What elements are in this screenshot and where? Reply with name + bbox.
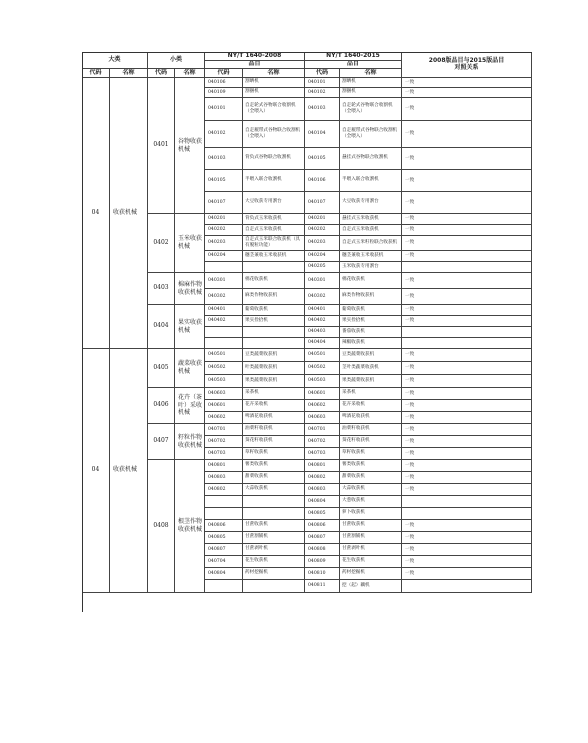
new-name: 甘蔗割铺机 [340, 532, 402, 544]
relation-value: 一致 [402, 214, 532, 225]
relation-value: 一致 [402, 484, 532, 496]
relation-value: 一致 [402, 520, 532, 532]
relation-value: 一致 [402, 388, 532, 400]
relation-value: 一致 [402, 362, 532, 375]
relation-value [402, 262, 532, 273]
old-name: 甜菜收获机 [243, 472, 305, 484]
old-name: 半喂入联合收割机 [243, 170, 305, 192]
new-name: 大豆收获专用割台 [340, 192, 402, 214]
old-code [205, 508, 243, 520]
old-code: 040802 [205, 484, 243, 496]
new-code: 040802 [305, 472, 340, 484]
header-old-code: 代码 [205, 69, 243, 78]
old-name [243, 338, 305, 349]
new-code: 040810 [305, 568, 340, 580]
old-code: 040103 [205, 148, 243, 170]
old-code: 040601 [205, 400, 243, 412]
new-code: 040202 [305, 225, 340, 236]
subcat-code: 0408 [148, 460, 175, 593]
relation-value: 一致 [402, 349, 532, 362]
header-xiaolei: 小类 [148, 52, 205, 69]
old-code: 040101 [205, 98, 243, 121]
old-code: 040109 [205, 88, 243, 98]
new-name: 果类蔬菜收获机 [340, 375, 402, 388]
relation-value: 一致 [402, 448, 532, 460]
old-name: 自走轮式谷物联合收割机（全喂入） [243, 98, 305, 121]
new-code: 040702 [305, 436, 340, 448]
new-code: 040807 [305, 532, 340, 544]
new-code: 040402 [305, 316, 340, 327]
new-name: 穗茎兼收玉米收获机 [340, 251, 402, 262]
new-code: 040805 [305, 508, 340, 520]
new-name: 葡萄收获机 [340, 305, 402, 316]
old-name: 药材挖掘机 [243, 568, 305, 580]
relation-value: 一致 [402, 236, 532, 251]
new-code: 040401 [305, 305, 340, 316]
subcat-code: 0404 [148, 305, 175, 349]
new-code: 040806 [305, 520, 340, 532]
relation-value: 一致 [402, 289, 532, 305]
new-code: 040203 [305, 236, 340, 251]
header-new-code: 代码 [305, 69, 340, 78]
new-name: 自走式玉米收获机 [340, 225, 402, 236]
relation-value: 一致 [402, 375, 532, 388]
new-code: 040811 [305, 580, 340, 593]
old-name: 葡萄收获机 [243, 305, 305, 316]
header-dalei-name: 名称 [110, 69, 148, 78]
new-name: 割晒机 [340, 78, 402, 88]
old-name: 花生收获机 [243, 556, 305, 568]
subcat-code: 0406 [148, 388, 175, 424]
new-name: 豆类蔬菜收获机 [340, 349, 402, 362]
old-name: 割捆机 [243, 88, 305, 98]
new-name: 自走履带式谷物联合收割机（全喂入） [340, 121, 402, 148]
new-code: 040101 [305, 78, 340, 88]
old-code [205, 327, 243, 338]
old-name: 自走式玉米联合收获机（具有脱粒功能） [243, 236, 305, 251]
old-code: 040107 [205, 192, 243, 214]
old-code: 040702 [205, 436, 243, 448]
relation-value: 一致 [402, 98, 532, 121]
new-name: 采茶机 [340, 388, 402, 400]
new-name: 甘蔗收获机 [340, 520, 402, 532]
subcat-code: 0407 [148, 424, 175, 460]
group-code: 04 [82, 78, 110, 349]
new-name: 自走轮式谷物联合收割机（全喂入） [340, 98, 402, 121]
old-name: 割晒机 [243, 78, 305, 88]
new-code: 040502 [305, 362, 340, 375]
old-code: 040402 [205, 316, 243, 327]
old-code: 040302 [205, 289, 243, 305]
new-name: 挖（起）藕机 [340, 580, 402, 593]
new-code: 040404 [305, 338, 340, 349]
relation-value [402, 496, 532, 508]
header-new-standard: NY/T 1640-2015 [305, 52, 402, 61]
relation-value: 一致 [402, 273, 532, 289]
relation-value: 一致 [402, 460, 532, 472]
new-name: 草籽收获机 [340, 448, 402, 460]
old-name: 豆类蔬菜收获机 [243, 349, 305, 362]
old-code: 040805 [205, 532, 243, 544]
old-name: 大蒜收获机 [243, 484, 305, 496]
new-code: 040103 [305, 98, 340, 121]
new-code: 040301 [305, 273, 340, 289]
header-dalei-code: 代码 [82, 69, 110, 78]
header-new-pinmu: 品目 [305, 61, 402, 69]
new-name: 大蒜收获机 [340, 484, 402, 496]
old-name: 甘蔗割铺机 [243, 532, 305, 544]
new-name: 薯类收获机 [340, 460, 402, 472]
old-code [205, 338, 243, 349]
relation-value: 一致 [402, 568, 532, 580]
old-code: 040603 [205, 388, 243, 400]
new-name: 悬挂式谷物联合收割机 [340, 148, 402, 170]
new-code: 040107 [305, 192, 340, 214]
old-name: 甘蔗剥叶机 [243, 544, 305, 556]
header-old-name: 名称 [243, 69, 305, 78]
relation-value: 一致 [402, 316, 532, 327]
old-name: 葵花籽收获机 [243, 436, 305, 448]
old-code: 040502 [205, 362, 243, 375]
subcat-name: 根茎作物收获机械 [175, 460, 205, 593]
new-code: 040403 [305, 327, 340, 338]
old-name: 草籽收获机 [243, 448, 305, 460]
old-name: 果类蔬菜收获机 [243, 375, 305, 388]
header-relation-line-2: 对照关系 [454, 63, 479, 71]
old-code: 040301 [205, 273, 243, 289]
old-code: 040105 [205, 170, 243, 192]
relation-value: 一致 [402, 78, 532, 88]
new-code: 040809 [305, 556, 340, 568]
old-code: 040102 [205, 121, 243, 148]
old-name: 花卉采收机 [243, 400, 305, 412]
new-code: 040104 [305, 121, 340, 148]
new-code: 040102 [305, 88, 340, 98]
new-name: 茎叶类蔬菜收获机 [340, 362, 402, 375]
relation-value: 一致 [402, 121, 532, 148]
old-code: 040807 [205, 544, 243, 556]
old-name: 薯类收获机 [243, 460, 305, 472]
subcat-name: 棉麻作物收获机械 [175, 273, 205, 305]
relation-value: 一致 [402, 544, 532, 556]
relation-value: 一致 [402, 148, 532, 170]
old-code: 040503 [205, 375, 243, 388]
header-old-pinmu: 品目 [205, 61, 305, 69]
new-name: 棉花收获机 [340, 273, 402, 289]
old-code: 040806 [205, 520, 243, 532]
new-code: 040804 [305, 496, 340, 508]
old-name [243, 496, 305, 508]
new-name: 油菜籽收获机 [340, 424, 402, 436]
new-name: 自走式玉米籽粒联合收获机 [340, 236, 402, 251]
subcat-code: 0402 [148, 214, 175, 273]
old-name: 啤酒花收获机 [243, 412, 305, 424]
old-code [205, 580, 243, 593]
old-code [205, 496, 243, 508]
old-name [243, 508, 305, 520]
new-code: 040601 [305, 388, 340, 400]
new-code: 040503 [305, 375, 340, 388]
old-code: 040804 [205, 568, 243, 580]
new-name: 辣椒收获机 [340, 338, 402, 349]
old-name: 自走履带式谷物联合收割机（全喂入） [243, 121, 305, 148]
subcat-name: 果实收获机械 [175, 305, 205, 349]
new-name: 甘蔗剥叶机 [340, 544, 402, 556]
subcat-code: 0401 [148, 78, 175, 214]
new-name: 药材挖掘机 [340, 568, 402, 580]
old-code: 040501 [205, 349, 243, 362]
old-name: 甘蔗收获机 [243, 520, 305, 532]
new-code: 040603 [305, 412, 340, 424]
subcat-name: 籽粒作物收获机械 [175, 424, 205, 460]
subcat-code: 0403 [148, 273, 175, 305]
old-code: 040202 [205, 225, 243, 236]
header-dalei: 大类 [82, 52, 148, 69]
relation-value: 一致 [402, 472, 532, 484]
header-relation [402, 52, 532, 78]
new-name: 割捆机 [340, 88, 402, 98]
old-name: 果实捡拾机 [243, 316, 305, 327]
header-old-standard: NY/T 1640-2008 [205, 52, 305, 61]
header-new-name: 名称 [340, 69, 402, 78]
group-name: 收获机械 [110, 349, 148, 593]
new-code: 040105 [305, 148, 340, 170]
old-code: 040602 [205, 412, 243, 424]
new-code: 040701 [305, 424, 340, 436]
new-code: 040801 [305, 460, 340, 472]
new-name: 番茄收获机 [340, 327, 402, 338]
new-name: 花生收获机 [340, 556, 402, 568]
old-name: 背负式谷物联合收割机 [243, 148, 305, 170]
old-name: 采茶机 [243, 388, 305, 400]
new-name: 悬挂式玉米收获机 [340, 214, 402, 225]
old-code: 040204 [205, 251, 243, 262]
new-name: 大葱收获机 [340, 496, 402, 508]
relation-value: 一致 [402, 412, 532, 424]
subcat-name: 谷物收获机械 [175, 78, 205, 214]
old-name: 自走式玉米收获机 [243, 225, 305, 236]
old-code: 040201 [205, 214, 243, 225]
relation-value: 一致 [402, 436, 532, 448]
old-code: 040803 [205, 472, 243, 484]
new-code: 040501 [305, 349, 340, 362]
relation-value [402, 327, 532, 338]
new-code: 040201 [305, 214, 340, 225]
new-code: 040703 [305, 448, 340, 460]
new-code: 040106 [305, 170, 340, 192]
old-name [243, 580, 305, 593]
old-code: 040704 [205, 556, 243, 568]
relation-value: 一致 [402, 556, 532, 568]
subcat-name: 花卉（茶叶）采收机械 [175, 388, 205, 424]
relation-value [402, 338, 532, 349]
relation-value [402, 508, 532, 520]
new-name: 果实捡拾机 [340, 316, 402, 327]
new-code: 040302 [305, 289, 340, 305]
comparison-table [82, 52, 532, 612]
new-name: 半喂入联合收割机 [340, 170, 402, 192]
header-xiaolei-name: 名称 [175, 69, 205, 78]
subcat-code: 0405 [148, 349, 175, 388]
old-name: 麻类作物收获机 [243, 289, 305, 305]
new-code: 040808 [305, 544, 340, 556]
new-name: 葵花籽收获机 [340, 436, 402, 448]
relation-value: 一致 [402, 192, 532, 214]
relation-value: 一致 [402, 88, 532, 98]
group-code: 04 [82, 349, 110, 593]
old-name: 叶类蔬菜收获机 [243, 362, 305, 375]
subcat-name: 玉米收获机械 [175, 214, 205, 273]
old-name: 背负式玉米收获机 [243, 214, 305, 225]
old-code: 040401 [205, 305, 243, 316]
new-name: 啤酒花收获机 [340, 412, 402, 424]
new-code: 040204 [305, 251, 340, 262]
old-name [243, 262, 305, 273]
new-name: 甜菜收获机 [340, 472, 402, 484]
old-name: 大豆收获专用割台 [243, 192, 305, 214]
old-name: 油菜籽收获机 [243, 424, 305, 436]
old-name: 穗茎兼收玉米收获机 [243, 251, 305, 262]
new-name: 玉米收获专用割台 [340, 262, 402, 273]
header-relation-line-1: 2008版品目与2015版品目 [428, 56, 505, 64]
old-code: 040106 [205, 78, 243, 88]
relation-value: 一致 [402, 225, 532, 236]
new-name: 花卉采收机 [340, 400, 402, 412]
old-code: 040701 [205, 424, 243, 436]
relation-value: 一致 [402, 532, 532, 544]
group-name: 收获机械 [110, 78, 148, 349]
old-code: 040203 [205, 236, 243, 251]
new-name: 萝卜收获机 [340, 508, 402, 520]
old-name [243, 327, 305, 338]
new-code: 040803 [305, 484, 340, 496]
relation-value: 一致 [402, 305, 532, 316]
relation-value: 一致 [402, 170, 532, 192]
relation-value: 一致 [402, 424, 532, 436]
relation-value: 一致 [402, 400, 532, 412]
subcat-name: 蔬菜收获机械 [175, 349, 205, 388]
old-code [205, 262, 243, 273]
old-name: 棉花收获机 [243, 273, 305, 289]
relation-value [402, 580, 532, 593]
new-name: 麻类作物收获机 [340, 289, 402, 305]
old-code: 040703 [205, 448, 243, 460]
relation-value: 一致 [402, 251, 532, 262]
old-code: 040801 [205, 460, 243, 472]
new-code: 040602 [305, 400, 340, 412]
header-xiaolei-code: 代码 [148, 69, 175, 78]
new-code: 040205 [305, 262, 340, 273]
